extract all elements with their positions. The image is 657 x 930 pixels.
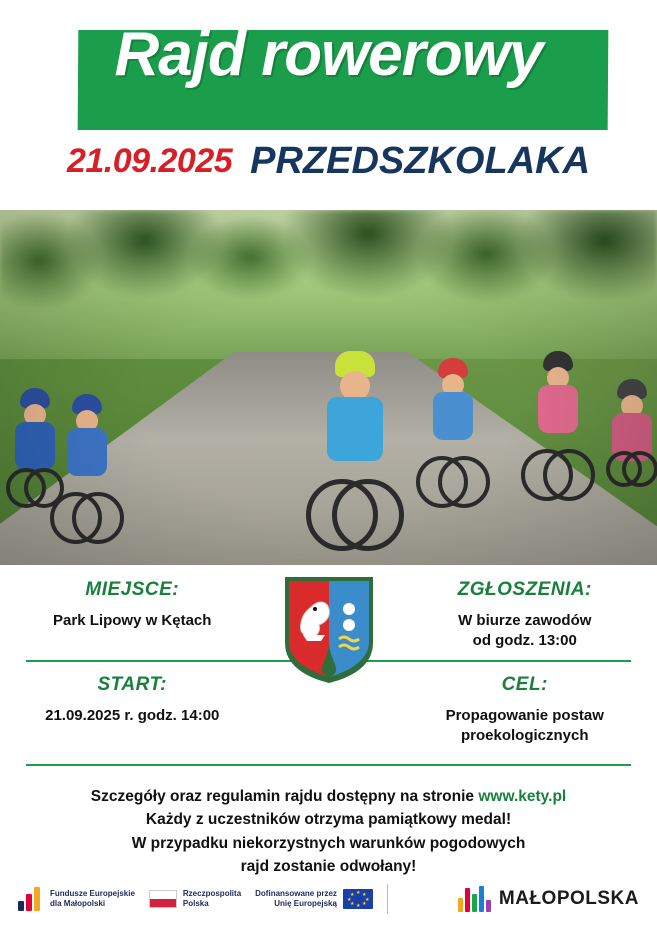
place-value: Park Lipowy w Kętach xyxy=(53,612,212,629)
goal-label: CEL: xyxy=(501,673,548,695)
goal-value-line2: proekologicznych xyxy=(460,726,589,744)
event-date: 21.09.2025 xyxy=(66,142,233,180)
european-union-logo xyxy=(255,889,373,909)
footer-logos xyxy=(0,868,657,930)
fe-logo-text xyxy=(50,889,135,909)
rzeczpospolita-polska-logo xyxy=(149,889,241,909)
poster-header xyxy=(0,0,657,210)
start-label: START: xyxy=(97,673,167,695)
malopolska-logo xyxy=(458,886,639,912)
notes-section xyxy=(0,775,657,878)
note-line-3: W przypadku niekorzystnych warunków pogodowych xyxy=(131,834,526,852)
coat-of-arms-icon xyxy=(281,573,377,685)
pl-line-1: Rzeczpospolita xyxy=(182,889,242,898)
fe-mark-icon xyxy=(18,887,44,911)
page-title: Rajd rowerowy xyxy=(114,20,543,89)
signup-value-line2: od godz. 13:00 xyxy=(472,632,577,650)
info-section xyxy=(0,565,657,775)
start-value: 21.09.2025 r. godz. 14:00 xyxy=(45,706,220,724)
malopolska-wordmark: MAŁOPOLSKA xyxy=(498,888,639,909)
malopolska-mark-icon xyxy=(458,886,491,912)
subtitle-row xyxy=(0,140,657,183)
fe-line-1: Fundusze Europejskie xyxy=(50,889,135,898)
pl-line-2: Polska xyxy=(182,899,209,908)
pl-logo-text xyxy=(183,889,241,909)
hero-photo xyxy=(0,210,657,565)
page-subtitle: PRZEDSZKOLAKA xyxy=(250,140,591,182)
note-line-1-text: Szczegóły oraz regulamin rajdu dostępny na stronie xyxy=(90,788,479,805)
divider-line-bottom xyxy=(26,764,631,766)
eu-logo-text xyxy=(255,889,337,909)
eu-flag-icon: ★ ★ ★ ★ ★ ★ ★ ★ xyxy=(343,889,373,909)
funduszeeuropejskie-logo xyxy=(18,887,135,911)
eu-line-2: Unię Europejską xyxy=(274,899,337,908)
poland-flag-icon xyxy=(149,890,177,908)
note-line-1 xyxy=(26,785,631,808)
fe-line-2: dla Małopolski xyxy=(50,899,106,908)
footer-divider xyxy=(387,884,388,914)
note-line-2: Każdy z uczestników otrzyma pamiątkowy medal! xyxy=(145,811,512,829)
signup-label: ZGŁOSZENIA: xyxy=(457,579,592,600)
website-link[interactable]: www.kety.pl xyxy=(478,788,567,805)
signup-value-line1: W biurze zawodów xyxy=(458,612,592,629)
goal-value-line1: Propagowanie postaw xyxy=(445,706,604,724)
note-line-4: rajd zostanie odwołany! xyxy=(240,857,417,875)
place-label: MIEJSCE: xyxy=(85,579,180,600)
photo-vignette xyxy=(0,210,657,565)
eu-line-1: Dofinansowane przez xyxy=(255,889,337,898)
